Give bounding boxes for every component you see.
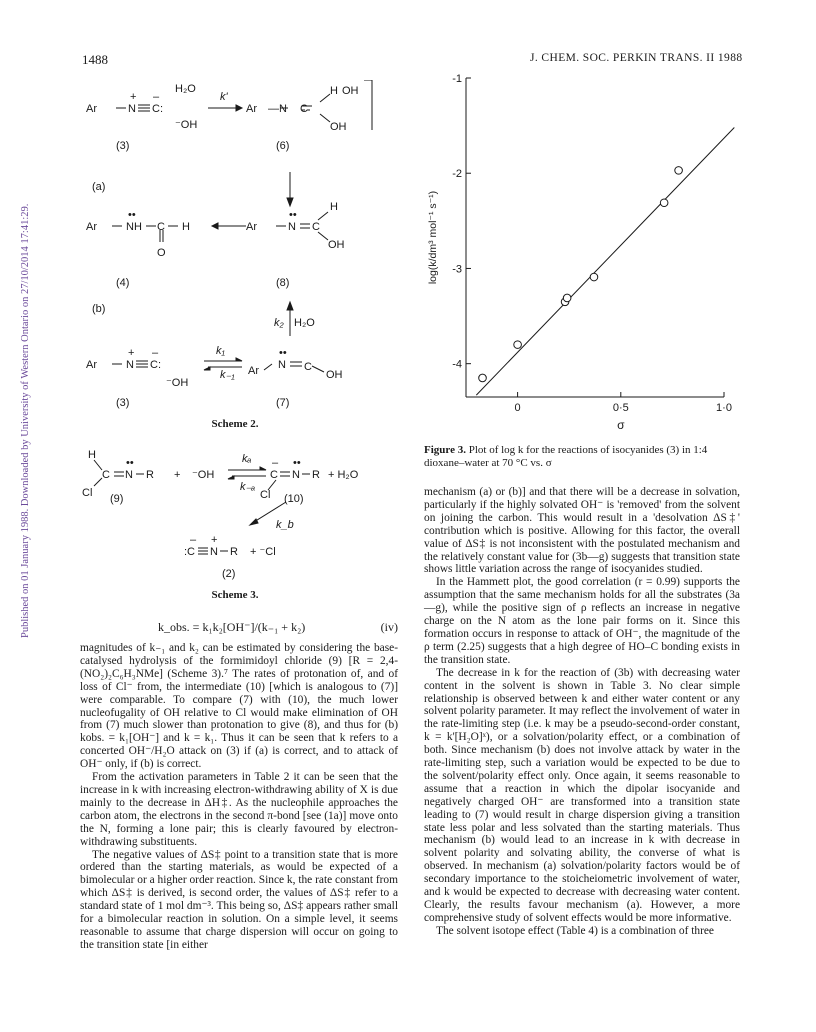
svg-text:N: N xyxy=(126,359,134,371)
svg-text:+: + xyxy=(130,91,137,103)
svg-text:H: H xyxy=(330,85,338,97)
x-axis-label: σ xyxy=(617,418,625,432)
compound-9-label: (9) xyxy=(110,493,124,505)
data-point xyxy=(660,199,668,207)
rate-k2: k₂ xyxy=(274,317,284,329)
svg-text:Cl: Cl xyxy=(260,489,271,501)
svg-text:O: O xyxy=(157,247,166,259)
svg-text:Cl: Cl xyxy=(82,487,93,499)
svg-text:N: N xyxy=(288,221,296,233)
paragraph: In the Hammett plot, the good correlation (r = 0.99) supports the assumption that the same mechanism holds for all the substrates (3a—g), while the positive sign of ρ reflects an increase in negative charge on the N atom as the lone pair forms on it. Since this formation occurs in response to attack of OH⁻, the magnitude of the ρ term (2.25) suggests that a high degree of HO–C bonding exists in the transition state. xyxy=(424,576,740,666)
svg-text:••: •• xyxy=(293,457,301,469)
hydroxide-label-2: ⁻OH xyxy=(166,377,189,389)
svg-text:N: N xyxy=(278,359,286,371)
paragraph: The solvent isotope effect (Table 4) is a combination of three xyxy=(436,924,714,937)
y-tick-label: -3 xyxy=(452,263,462,276)
compound-2-label: (2) xyxy=(222,568,236,580)
svg-text::C: :C xyxy=(184,546,195,558)
chloride-s3: + ⁻Cl xyxy=(250,546,276,558)
svg-text:Ar: Ar xyxy=(86,221,97,233)
svg-text:C: C xyxy=(304,361,312,373)
svg-text:–: – xyxy=(152,347,159,359)
compound-10-label: (10) xyxy=(284,493,304,505)
svg-text:OH: OH xyxy=(328,239,345,251)
compound-7-label: (7) xyxy=(276,397,290,409)
svg-text:OH: OH xyxy=(342,85,359,97)
compound-3b-label: (3) xyxy=(116,397,130,409)
data-point xyxy=(479,374,487,382)
svg-text:C: C xyxy=(157,221,165,233)
svg-text:C:: C: xyxy=(152,103,163,115)
svg-text:••: •• xyxy=(128,209,136,221)
rate-k-minus1: k₋₁ xyxy=(220,369,235,381)
water-label-2: H₂O xyxy=(294,317,315,329)
mechanism-a-label: (a) xyxy=(92,181,106,193)
svg-text:C: C xyxy=(312,221,320,233)
equation-iv xyxy=(158,620,398,635)
data-point xyxy=(563,294,571,302)
x-tick-label: 1·0 xyxy=(716,402,732,414)
svg-text:R: R xyxy=(230,546,238,558)
svg-text:OH: OH xyxy=(330,121,347,133)
y-tick-label: -4 xyxy=(452,358,462,371)
hydroxide-s3: ⁻OH xyxy=(192,469,215,481)
svg-text:+: + xyxy=(211,534,218,546)
y-axis-label: log(k/dm³ mol⁻¹ s⁻¹) xyxy=(427,190,439,285)
svg-text:R: R xyxy=(146,469,154,481)
x-tick-label: 0 xyxy=(514,402,521,414)
y-tick-label: -2 xyxy=(452,168,462,181)
svg-text:–: – xyxy=(190,534,197,546)
svg-text:N: N xyxy=(125,469,133,481)
svg-text:••: •• xyxy=(279,347,287,359)
page-number: 1488 xyxy=(82,52,108,67)
fit-line xyxy=(476,128,734,396)
svg-text:H: H xyxy=(330,201,338,213)
svg-text:C:: C: xyxy=(150,359,161,371)
svg-text:C: C xyxy=(102,469,110,481)
rate-k-prime: k' xyxy=(220,91,228,103)
download-notice-text: Published on 01 January 1988. Downloaded by University of Western Ontario on 27/10/2014 17:41:29. xyxy=(20,203,31,638)
compound-8-label: (8) xyxy=(276,277,290,289)
rate-k-minus-a: k₋ₐ xyxy=(240,481,256,493)
hydroxide-label: ⁻OH xyxy=(175,119,198,131)
svg-text:—N: —N xyxy=(268,103,287,115)
equation-number: (iv) xyxy=(380,620,398,634)
svg-text:NH: NH xyxy=(126,221,142,233)
figure-3-caption xyxy=(424,444,740,470)
scheme-3-caption: Scheme 3. xyxy=(211,589,259,601)
svg-text:Ar: Ar xyxy=(248,365,259,377)
svg-text:Ar: Ar xyxy=(246,221,257,233)
x-tick-label: 0·5 xyxy=(612,402,629,414)
rate-kb: k_b xyxy=(276,519,294,531)
rate-k1: k₁ xyxy=(216,345,225,357)
equation-text: k_obs. = k₁k₂[OH⁻]/(k₋₁ + k₂) xyxy=(158,620,306,634)
svg-text:OH: OH xyxy=(326,369,343,381)
data-point xyxy=(590,273,598,281)
compound-6-label: (6) xyxy=(276,140,290,152)
svg-text:Ar: Ar xyxy=(86,103,97,115)
svg-text:N: N xyxy=(210,546,218,558)
data-point xyxy=(675,167,683,175)
compound-3-label: (3) xyxy=(116,140,130,152)
scheme-2 xyxy=(80,80,410,410)
svg-text:N: N xyxy=(128,103,136,115)
svg-text:H: H xyxy=(88,449,96,461)
right-column xyxy=(424,486,740,938)
figure-caption-text: Plot of log k for the reactions of isocyanides (3) in 1:4 dioxane–water at 70 °C vs. σ xyxy=(424,444,708,469)
paragraph: The negative values of ΔS‡ point to a transition state that is more ordered than the starting materials, as would be expected of a bimolecular or a higher order reaction. Since k, the rate constant from which ΔS‡ is derived, is second order, the values of ΔS‡ refer to a standard state of 1 mol dm⁻³. This being so, ΔS‡ appears rather small for a bimolecular reaction in solution. On a simple level, it seems reasonable to assume that charge dispersion will occur on going to the transition state [in either xyxy=(80,848,398,951)
scheme-3 xyxy=(80,448,410,583)
data-point xyxy=(514,341,522,349)
scheme-2-caption: Scheme 2. xyxy=(211,418,259,430)
svg-text:••: •• xyxy=(289,209,297,221)
svg-text:H: H xyxy=(182,221,190,233)
water-s3: + H₂O xyxy=(328,469,359,481)
svg-text:R: R xyxy=(312,469,320,481)
water-label: H₂O xyxy=(175,83,196,95)
compound-4-label: (4) xyxy=(116,277,130,289)
y-tick-label: -1 xyxy=(452,73,462,85)
svg-text:+: + xyxy=(128,347,135,359)
svg-text:C: C xyxy=(270,469,278,481)
paragraph: mechanism (a) or (b)] and that there will be a decrease in solvation, particularly if the highly solvated OH⁻ is 'removed' from the solvent on joining the carbon. This would result in a 'desolvation ΔS‡' contribution which is positive. Allowing for this factor, the overall value of ΔS‡ is not inconsistent with the postulated mechanism and the relatively constant value for (3b—g) suggests that transition state shows little variation across the range of isocyanides studied. xyxy=(424,486,740,576)
mechanism-b-label: (b) xyxy=(92,303,106,315)
svg-text:Ar: Ar xyxy=(86,359,97,371)
figure-caption-label: Figure 3. xyxy=(424,444,466,456)
svg-text:N: N xyxy=(292,469,300,481)
svg-text:••: •• xyxy=(126,457,134,469)
svg-text:+: + xyxy=(174,469,181,481)
svg-text:C: C xyxy=(300,103,308,115)
paragraph: magnitudes of k₋₁ and k₂ can be estimated by considering the base-catalysed hydrolysis of the formimidoyl chloride (9) [R = 2,4-(NO₂)₂C₆H₃NMe] (Scheme 3).⁷ The rates of protonation of, and of loss of Cl⁻ from, the intermediate (10) [which is analogous to (7)] were comparable. To compare (7) with (10), the much lower nucleofugality of OH relative to Cl would make elimination of OH from (7) much slower than protonation to give (8), and thus for (b) kobs. = k₁[OH⁻] and k = k₁. Thus it can be seen that k refers to a concerted OH⁻/H₂O attack on (3) if (a) is correct, and to attack of OH⁻ only, if (b) is correct. xyxy=(80,642,398,771)
svg-text:–: – xyxy=(272,457,279,469)
figure-3-chart xyxy=(424,72,744,432)
download-notice xyxy=(8,160,31,640)
rate-ka: kₐ xyxy=(242,453,252,465)
svg-text:–: – xyxy=(153,91,160,103)
paragraph: The decrease in k for the reaction of (3b) with decreasing water content in the solvent is shown in Table 3. No clear simple relationship is observed between k and either water content or any solvent polarity parameter. It may reflect the involvement of water in the rate-limiting step (i.e. k may be a pseudo-second-order constant, k = k'[H₂O]ˣ), or a solvation/polarity effect, or a combination of both. Since mechanism (b) does not involve attack by water in the rate-limiting step, such a variation would be expected to be due to the solvent/polarity effect only. Once again, it seems reasonable to assume that a reaction in which the dipolar isocyanide and negatively charged OH⁻ are transformed into a transition state leading to (7) would result in charge dispersion giving a transition state less polar and less solvated than the starting materials. Thus mechanism (b) would lead to an increase in k with decrease in solvent polarity and solvating ability, the converse of what is observed. In mechanism (a) solvation/polarity factors would be of secondary importance to the stoicheiometric involvement of water, and k would be expected to decrease with decreasing water content. Clearly, the results favour mechanism (a). However, a more comprehensive study of solvent effects would be more informative. xyxy=(424,666,740,924)
paragraph: From the activation parameters in Table 2 it can be seen that the increase in k with increasing electron-withdrawing ability of X is due mainly to the decrease in ΔH‡. As the nucleophile approaches the carbon atom, the electrons in the second π-bond [see (1a)] move onto the N, forming a lone pair; this is clearly favoured by electron-withdrawing substituents. xyxy=(80,771,398,848)
journal-header: J. CHEM. SOC. PERKIN TRANS. II 1988 xyxy=(530,52,743,64)
svg-text:Ar: Ar xyxy=(246,103,257,115)
left-column xyxy=(80,642,398,952)
